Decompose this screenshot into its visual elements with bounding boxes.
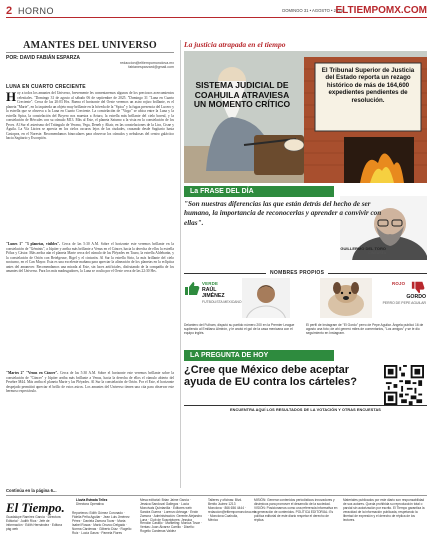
cartoon-left-caption: SISTEMA JUDICIAL DE COAHUILA ATRAVIESA UN MOMENTO CRÍTICO [193,80,291,109]
paragraph-2 [6,242,174,274]
rojo-role: PERRO DE PEPE AGUILAR [382,301,426,305]
raul-jimenez-photo [242,278,290,318]
verde-description: Delantero del Fulham, disputó su partido número 200 en la Premier League supliendo al Emiliano Almirón, y le anotó el gol de la casa mexicana con el equipo inglés. [184,323,295,336]
cartoon-section-title: La justicia atrapada en el tiempo [184,40,286,49]
verde-name-last: JIMÉNEZ [202,293,225,299]
director-role: Directora Operativa [76,501,104,506]
quote-text: "Son nuestras diferencias las que están detrás del hecho de ser humano, la importancia de reconocerlas y aprender a convivir con ellas". [184,200,382,227]
masthead-col-2: Reporteros: Edith Gómez Coronado · Fidelia Peña Aguilar · Jean Luis Jiménez Pérez · Daniela Zamora Tovar · María Isabel Rosas · Mario Orozco Delgado · Norma Cárdenas · Gilberto Díaz · Rogelio Ruiz · Lucía Garza · Pamela Flores [72,511,132,535]
director-block [76,499,136,507]
masthead-col-1: Guadalupe Ramirez García · Directora Editorial · Judith Ríos · Jefe de información · Edith Hernández · Editora pág web [6,515,62,531]
byline: POR: DAVID FABIÁN ESPARZA [6,55,80,61]
rojo-card [320,280,427,320]
nombres-propios-header [184,270,427,278]
paragraph-1 [6,91,174,141]
paragraph-3-text: Cerca de las 5:30 A.M. Sobre el horizonte este veremos brillante sobre la constelación de "Cáncer" y Júpiter arriba más brillante a Venus, hacia la derecha de ellos el cúmulo abierto del Pesebre M44. Más arriba el planeta Marte y las Pléyades. Al Sur la constelación de Orión. Por el Este, el horizonte despejado permitirá apreciar el brillo de estos astros. Los amantes del Universo tienen una cita para observar este hermoso espectáculo. [6,371,174,393]
poll-results-link[interactable]: ENCUENTRA AQUÍ LOS RESULTADOS DE LA VOTACIÓN Y OTRAS ENCUESTAS [184,405,427,412]
column-divider [180,40,181,488]
page-header [6,4,427,18]
masthead-logo: El Tiempo. [6,500,65,515]
rojo-name: GORDO [406,294,426,300]
contact-email-1[interactable]: redaccion@eltiempomonclova.mx [120,61,174,65]
frase-title: La FRASE DEL DÍA [184,186,334,197]
verde-role: FUTBOLISTA MEXICANO [202,300,242,304]
director-name: Lluvia Estrada Tellez [76,498,108,502]
paragraph-2-title: "Lunes 1" "3 planetas, visibles". [6,242,61,246]
verde-name-first: RAÚL [202,287,217,293]
masthead-col-5: MISIÓN: Generar contenidos periodísticos innovadores y dinámicos para promover el desarrollo de la sociedad. VISIÓN: Posicionarnos como una referencia informativa en la generación de contenidos. POLÍTICA EDITORIAL: Es política editorial de este diario respetar el derecho de réplica. [254,498,338,522]
continued-note: Continúa en la página 6... [6,488,57,493]
verde-tag: VERDE [202,281,219,286]
quote-author: GUILLERMO DEL TORO [340,246,386,251]
cartoon-sign-text: El Tribunal Superior de Justicia del Estado reporta un rezago histórico de más de 164,600 expedientes pendientes de resolución. [321,67,415,104]
pregunta-title: LA PREGUNTA DE HOY [184,350,334,361]
pregunta-header [184,350,427,361]
qr-code-icon[interactable] [384,365,424,405]
poll-question: ¿Cree que México debe aceptar ayuda de EU contra los cárteles? [184,364,358,388]
contact-email-2[interactable]: fabianesparzard@gmail.com [128,65,174,70]
masthead-col-3: Mesa editorial: Brian Jaime García · Jessica Sandoval Gallegos · Lucía Moncivais Quintanilla · Editores web: Sandra Guerra · Lorenzo Arteaga · Erwin Zamora · Administración: Gerente Alejandro Luna · Club de Suscriptores: Jessica Rendón Castillo · Marketing: Monica Tovar · Ventas: Juan Álvarez Carrillo · Diseño: Rogelio Cardenas Valdez [140,498,203,534]
author-contacts [6,61,174,70]
column-title: AMANTES DEL UNIVERSO [6,40,174,53]
article-kicker: LUNA EN CUARTO CRECIENTE [6,84,86,90]
drop-cap: H [6,89,17,104]
issue-date: DOMINGO 31 • AGOSTO • 2025 [282,8,343,13]
paragraph-1-text: oy a todos los amantes del Universo, brevemente les comentaremos algunos de los preciosos acercamientos celestiales. "Domingo 31 de agosto al sábado 06 de septiembre de 2025. "Domingo 31 "Luna en Cuarto Creciente". Cerca de las 20:03 Hrs. Buena el horizonte del Oeste veremos un astro rojizo brillante, es el planeta "Marte", en la izquierda un objeto muy brillante en la bóveda de la "Spica" y la fugaz presencia del Lucero y la estrella que se observa a la Luna en Cuarto Creciente. La constelación de "Virgo" se ubica entre la Luna y la estrella Spica, la constelación del Boyero nos muestra a Arturo, la estrella más brillante del cielo boreal, y la constelación de Hércules con su cúmulo M13. Más al Este, el planeta Saturno a la vista en la constelación de los Peces. Al Sur el asterismo del Triángulo de Verano, Vega, Deneb y Altair, en las constelaciones de la Lira, Cisne y Águila. La Vía Láctea se aprecia en los cielos oscuros lejos de las ciudades, cruzando desde Sagitario hasta Casiopea, en el Noreste. Recomendamos binoculares para observar los cúmulos y nebulosas del centro galáctico hacia Sagitario y Escorpión. [6,91,174,140]
thumbs-down-icon [411,280,425,294]
quote-role: CINEASTA [368,251,386,255]
newspaper-logo[interactable]: ELTIEMPOMX.COM [335,5,427,16]
thumbs-up-icon [184,282,200,296]
masthead-col-4: Talleres y oficinas: Blvd. Benito Juárez 1213 Monclova · 866 656 4444 · redaccion@eltiempomonclova.mx · Monclova Coahuila, México [208,498,256,522]
masthead-col-6: Materiales publicados por este diario son responsabilidad de sus autores. Queda prohibida su reproducción total o parcial sin autorización por escrito. El Tiempo garantiza la veracidad de la información publicada, respetando la libertad de expresión y el derecho de réplica de los lectores. [343,498,425,522]
paragraph-2-text: Cerca de las 5:30 A.M. Sobre el horizonte este veremos brillante en la constelación de "Géminis", a Júpiter y arriba más brillante a Venus en el Cáncer, hacia la derecha de ellos la estrella Pólux y Cástor. Más arriba aún el planeta Marte cerca del cúmulo de las Pléyades en Tauro, la estrella Aldebarán, y la constelación de Orión con Betelgeuse, Rigel y el cinturón. Al Sur la estrella Sirio, la más brillante del cielo nocturno, en el Can Mayor. Esta es una excelente mañana para apreciar la alineación de los planetas en la eclíptica antes del amanecer. Recomendamos una mirada al Este, sin luces artificiales, disfrutando de la compañía de los amantes del Universo. Para los más madrugadores, la Luna se oculta por el Oeste cerca de las 22:30 Hrs. [6,242,174,273]
verde-card [184,280,294,320]
gordo-dog-photo [320,278,372,318]
paragraph-3-title: "Martes 2" "Venus en Cáncer". [6,371,59,375]
section-name: HORNO [18,6,54,16]
rojo-tag: ROJO [392,281,406,286]
editorial-cartoon [184,51,427,183]
nombres-title: NOMBRES PROPIOS [266,270,328,276]
page-number: 2 [6,5,13,17]
rojo-description: El perfil de Instagram de "El Gordo" perro de Pepe Aguilar. Ángela publicó 16 de agosto una foto; de ahí generó miles de comentarios, "Los amigos" y se le dio seguimiento en Instagram. [306,323,424,336]
paragraph-3 [6,371,174,394]
footer-rule [6,495,427,496]
